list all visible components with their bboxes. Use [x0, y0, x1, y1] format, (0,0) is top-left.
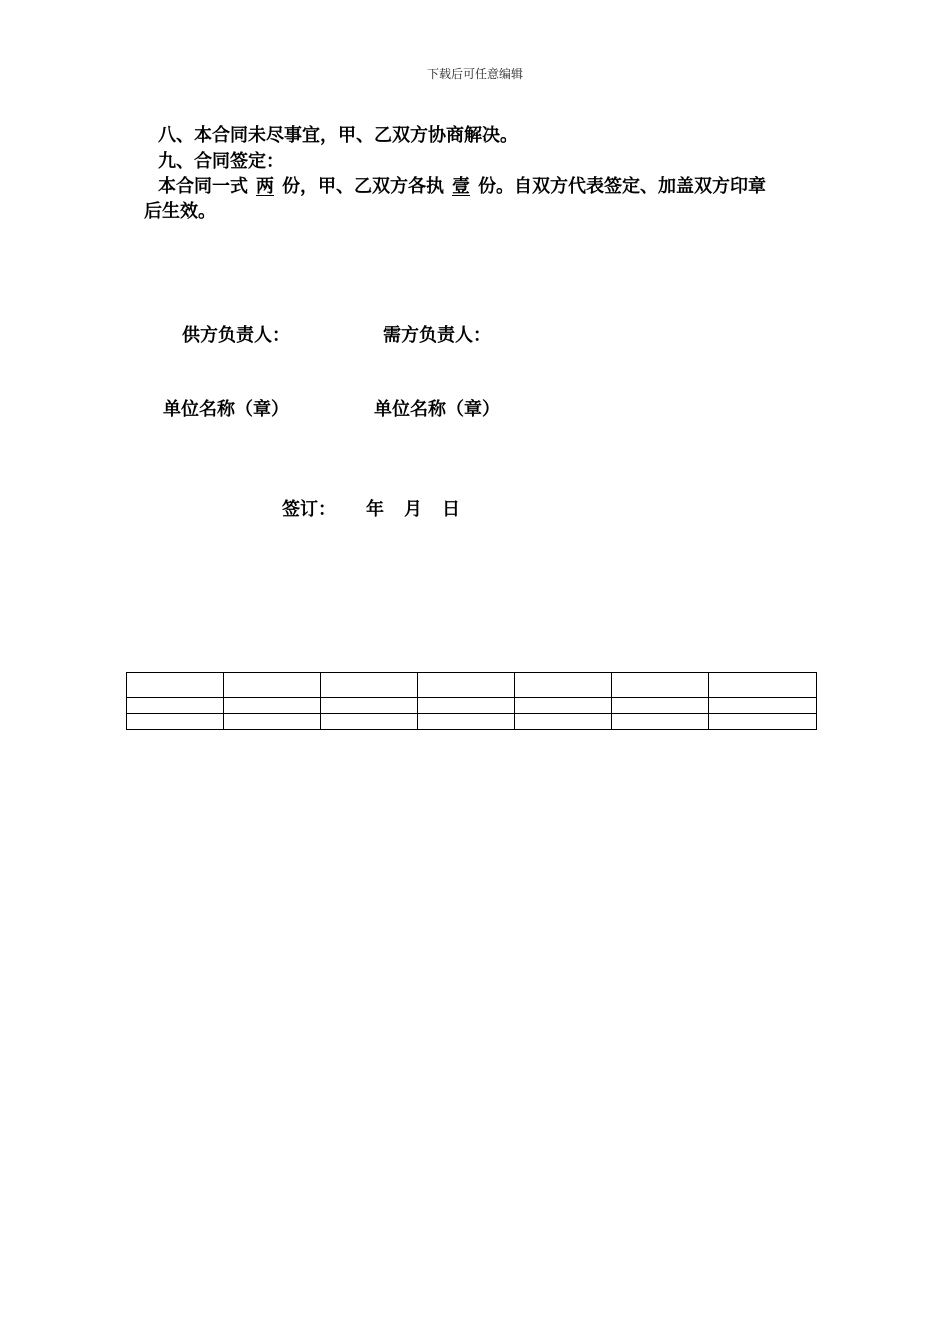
table-cell — [224, 673, 321, 698]
copies-total-blank: 两 — [256, 176, 274, 197]
table-cell — [127, 673, 224, 698]
table-cell — [321, 714, 418, 730]
table-cell — [612, 714, 709, 730]
clause-8: 八、本合同未尽事宜，甲、乙双方协商解决。 — [158, 125, 518, 146]
clause-9-body — [158, 175, 766, 199]
body-middle: 份，甲、乙双方各执 — [282, 176, 444, 197]
table-row — [127, 673, 817, 698]
table-cell — [515, 673, 612, 698]
sign-year: 年 — [366, 499, 384, 520]
table-cell — [709, 714, 817, 730]
table-cell — [321, 698, 418, 714]
sign-month: 月 — [404, 499, 422, 520]
table-cell — [127, 698, 224, 714]
table-cell — [418, 714, 515, 730]
table-row — [127, 698, 817, 714]
table-cell — [224, 698, 321, 714]
table-cell — [418, 698, 515, 714]
table-cell — [127, 714, 224, 730]
table-cell — [321, 673, 418, 698]
sign-day: 日 — [442, 499, 460, 520]
clause-9-title: 九、合同签定： — [158, 151, 284, 172]
clause-9-body-line2: 后生效。 — [144, 201, 216, 222]
table-row — [127, 714, 817, 730]
table-cell — [612, 698, 709, 714]
sign-label: 签订： — [282, 499, 336, 520]
table-cell — [418, 673, 515, 698]
table-cell — [612, 673, 709, 698]
buyer-unit-label: 单位名称（章） — [374, 399, 500, 420]
table-cell — [515, 698, 612, 714]
table-cell — [515, 714, 612, 730]
supplier-unit-label: 单位名称（章） — [163, 399, 289, 420]
body-prefix: 本合同一式 — [158, 176, 248, 197]
supplier-rep-label: 供方负责人： — [182, 325, 290, 346]
table-cell — [709, 698, 817, 714]
buyer-rep-label: 需方负责人： — [383, 325, 491, 346]
table-cell — [224, 714, 321, 730]
footer-table — [126, 672, 817, 730]
table-cell — [709, 673, 817, 698]
copies-each-blank: 壹 — [452, 176, 470, 197]
body-suffix: 份。自双方代表签定、加盖双方印章 — [478, 176, 766, 197]
sign-date — [282, 498, 460, 522]
header-note: 下载后可任意编辑 — [426, 67, 523, 81]
